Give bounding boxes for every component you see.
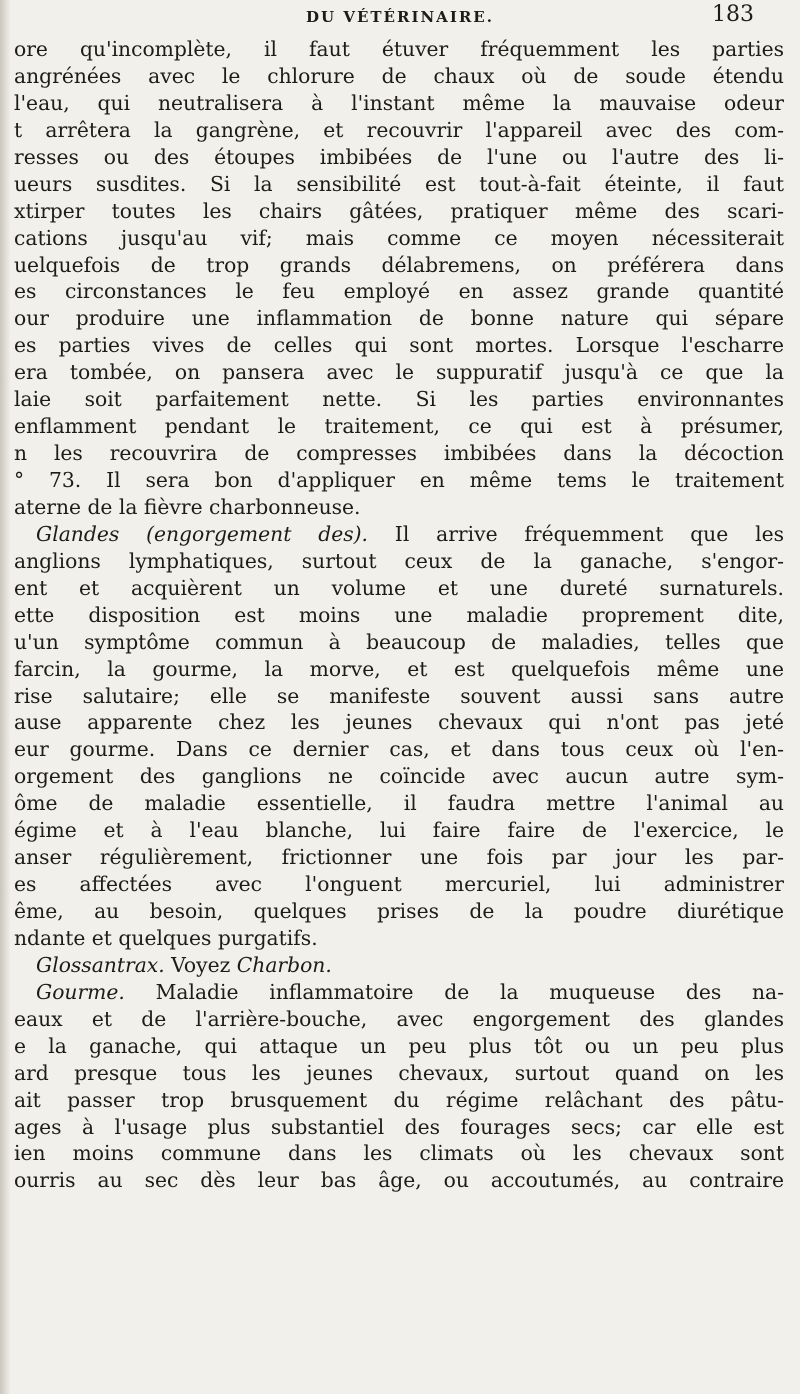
line-text: orgement des ganglions ne coïncide avec aucun autre sym- <box>14 764 784 789</box>
text-line <box>14 629 784 656</box>
line-text: aterne de la fièvre charbonneuse. <box>14 494 361 519</box>
text-line <box>14 548 784 575</box>
line-text: Maladie inflammatoire de la muqueuse des na- <box>124 979 784 1004</box>
text-line <box>14 952 784 979</box>
text-line <box>14 63 784 90</box>
entry-heading: Gourme. <box>36 979 125 1004</box>
line-text: xtirper toutes les chairs gâtées, pratiquer même des scari- <box>14 198 784 223</box>
line-text: ême, au besoin, quelques prises de la poudre diurétique <box>14 899 784 923</box>
text-line <box>14 763 784 790</box>
line-text: es affectées avec l'onguent mercuriel, lui administrer <box>14 872 784 897</box>
line-text: anser régulièrement, frictionner une fois par jour les par- <box>14 845 784 870</box>
text-line <box>14 602 784 629</box>
line-text: e la ganache, qui attaque un peu plus tôt ou un peu plus <box>14 1033 784 1058</box>
text-line <box>14 332 784 359</box>
line-text: es circonstances le feu employé en assez grande quantité <box>14 279 784 304</box>
line-text: u'un symptôme commun à beaucoup de maladies, telles que <box>14 629 784 654</box>
text-line <box>14 36 784 63</box>
line-text: our produire une inflammation de bonne nature qui sépare <box>14 306 784 331</box>
line-text: uelquefois de trop grands délabremens, on préférera dans <box>14 252 784 277</box>
text-line <box>14 844 784 871</box>
text-line <box>14 709 784 736</box>
text-line <box>14 440 784 467</box>
text-line <box>14 898 784 925</box>
text-line <box>14 413 784 440</box>
text-line <box>14 171 784 198</box>
text-line <box>14 225 784 252</box>
text-line <box>14 144 784 171</box>
text-line <box>14 305 784 332</box>
text-line <box>14 117 784 144</box>
text-line <box>14 386 784 413</box>
text-line <box>14 817 784 844</box>
entry-heading: Glandes (engorgement des). <box>36 521 368 546</box>
line-text: ôme de maladie essentielle, il faudra mettre l'animal au <box>14 791 784 816</box>
line-text: laie soit parfaitement nette. Si les parties environnantes <box>14 387 784 412</box>
line-text: eur gourme. Dans ce dernier cas, et dans tous ceux où l'en- <box>14 737 784 762</box>
text-line <box>14 198 784 225</box>
text-line <box>14 359 784 386</box>
binding-edge-shadow <box>0 0 10 1394</box>
text-line <box>14 1167 784 1194</box>
text-line <box>14 1033 784 1060</box>
line-text: ette disposition est moins une maladie proprement dite, <box>14 602 784 627</box>
text-line <box>14 790 784 817</box>
text-line <box>14 1060 784 1087</box>
line-text: anglions lymphatiques, surtout ceux de la ganache, s'engor- <box>14 548 784 573</box>
line-text: enflamment pendant le traitement, ce qui est à présumer, <box>14 414 784 439</box>
text-line <box>14 1114 784 1141</box>
line-text: Il arrive fréquemment que les <box>367 521 784 546</box>
line-text: es parties vives de celles qui sont mortes. Lorsque l'escharre <box>14 333 784 358</box>
line-text: égime et à l'eau blanche, lui faire faire de l'exercice, le <box>14 818 784 843</box>
line-text: ent et acquièrent un volume et une dureté surnaturels. <box>14 575 784 600</box>
line-text: ait passer trop brusquement du régime relâchant des pâtu- <box>14 1087 784 1112</box>
line-text: era tombée, on pansera avec le suppuratif jusqu'à ce que la <box>14 360 784 385</box>
line-text: ourris au sec dès leur bas âge, ou accoutumés, au contraire <box>14 1168 784 1193</box>
line-text: ien moins commune dans les climats où les chevaux sont <box>14 1141 784 1166</box>
line-text: ore qu'incomplète, il faut étuver fréquemment les parties <box>14 37 784 61</box>
line-text: t arrêtera la gangrène, et recouvrir l'appareil avec des com- <box>14 117 784 142</box>
line-text: farcin, la gourme, la morve, et est quelquefois même une <box>14 656 784 681</box>
line-text: ages à l'usage plus substantiel des fourages secs; car elle est <box>14 1114 784 1139</box>
line-text: cations jusqu'au vif; mais comme ce moyen nécessiterait <box>14 225 784 250</box>
text-line <box>14 736 784 763</box>
line-text: ard presque tous les jeunes chevaux, surtout quand on les <box>14 1060 784 1085</box>
text-line <box>14 521 784 548</box>
body-text <box>14 36 784 1194</box>
line-text: ueurs susdites. Si la sensibilité est tout-à-fait éteinte, il faut <box>14 171 784 196</box>
text-line <box>14 871 784 898</box>
entry-heading: Glossantrax. <box>36 952 165 977</box>
text-line <box>14 656 784 683</box>
line-text: Voyez <box>164 952 237 977</box>
line-text: l'eau, qui neutralisera à l'instant même la mauvaise odeur <box>14 90 784 115</box>
line-text: resses ou des étoupes imbibées de l'une ou l'autre des li- <box>14 144 784 169</box>
text-line <box>14 925 784 952</box>
text-line <box>14 278 784 305</box>
running-title: DU VÉTÉRINAIRE. <box>306 8 494 26</box>
line-text: ndante et quelques purgatifs. <box>14 925 318 950</box>
text-line <box>14 494 784 521</box>
cross-reference: Charbon. <box>236 952 332 977</box>
line-text: rise salutaire; elle se manifeste souvent aussi sans autre <box>14 683 784 708</box>
text-line <box>14 467 784 494</box>
line-text: eaux et de l'arrière-bouche, avec engorgement des glandes <box>14 1006 784 1031</box>
line-text: n les recouvrira de compresses imbibées dans la décoction <box>14 441 784 466</box>
text-line <box>14 683 784 710</box>
text-line <box>14 1140 784 1167</box>
text-line <box>14 1006 784 1033</box>
text-line <box>14 979 784 1006</box>
line-text: ° 73. Il sera bon d'appliquer en même tems le traitement <box>14 468 784 492</box>
text-line <box>14 252 784 279</box>
text-line <box>14 90 784 117</box>
page-number: 183 <box>712 2 754 27</box>
text-line <box>14 1087 784 1114</box>
line-text: angrénées avec le chlorure de chaux où de soude étendu <box>14 63 784 88</box>
line-text: ause apparente chez les jeunes chevaux qui n'ont pas jeté <box>14 710 784 735</box>
text-line <box>14 575 784 602</box>
